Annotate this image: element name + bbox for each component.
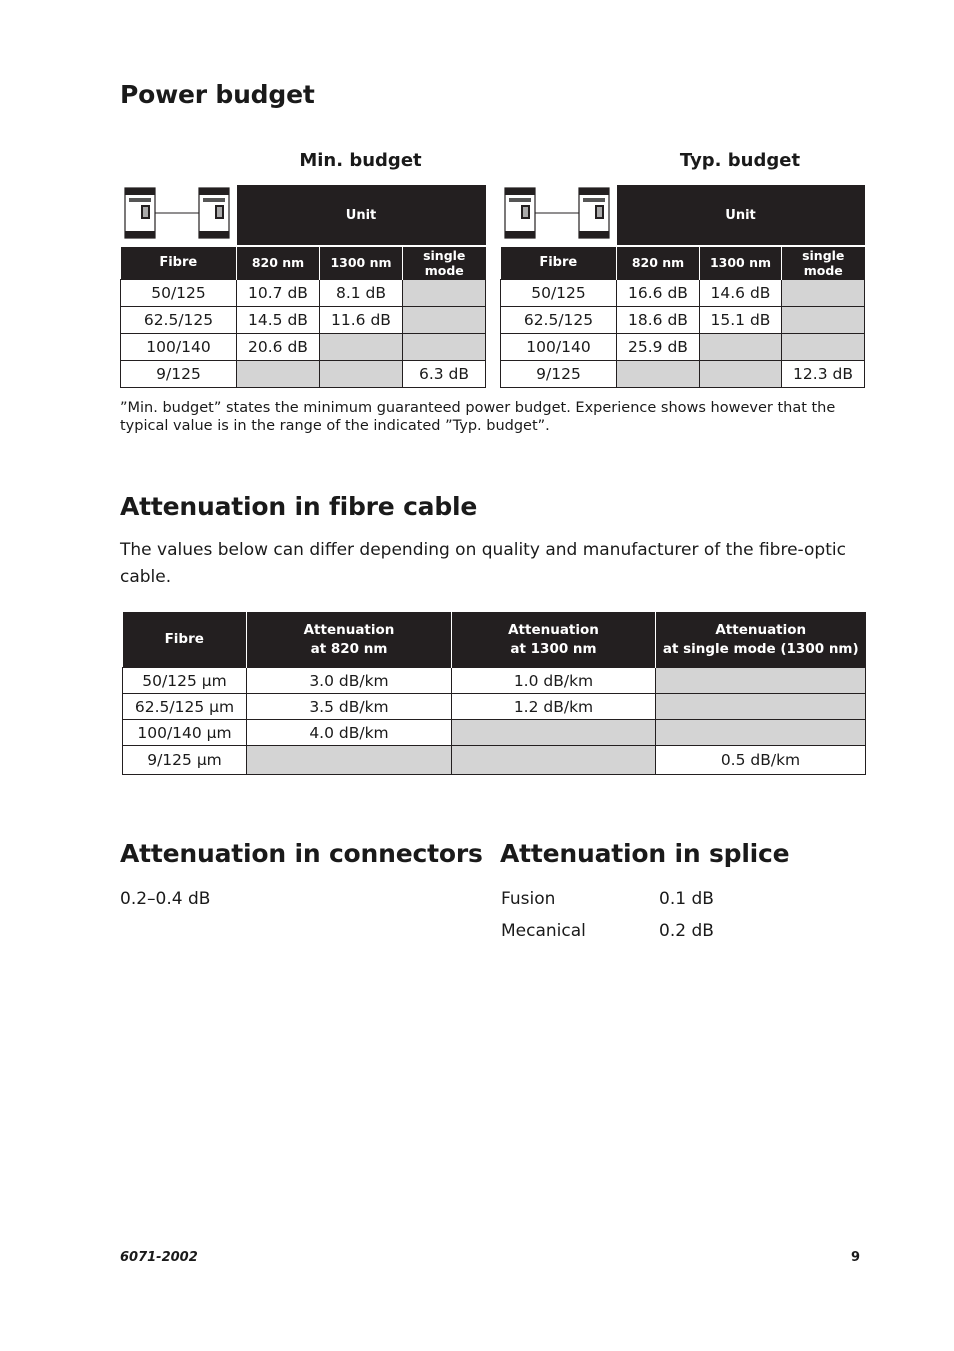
table-cell: 50/125: [121, 279, 237, 306]
table-row: [501, 306, 865, 333]
header-text: Fibre: [164, 631, 204, 647]
table-cell: 3.0 dB/km: [247, 668, 452, 694]
fibre-cable-description: [120, 537, 860, 591]
table-cell: 20.6 dB: [237, 333, 320, 360]
table-cell: 4.0 dB/km: [247, 720, 452, 746]
budget-note-line: ”Min. budget” states the minimum guaranteed power budget. Experience shows however that the: [120, 400, 836, 416]
splice-value-fusion: 0.1 dB: [659, 889, 714, 909]
budget-note: [120, 399, 860, 435]
table-cell: 0.5 dB/km: [656, 746, 866, 775]
table-cell: 6.3 dB: [403, 360, 486, 387]
budget-note-line: typical value is in the range of the indicated ”Typ. budget”.: [120, 418, 550, 434]
unit-header: Unit: [237, 185, 486, 245]
fibre-cable-title: Attenuation in fibre cable: [120, 492, 478, 521]
col-header-fibre: Fibre: [501, 247, 617, 279]
typ-budget-table: [500, 185, 865, 388]
table-cell: 62.5/125: [501, 306, 617, 333]
col-header-1300nm: [452, 612, 656, 668]
table-cell: 9/125: [121, 360, 237, 387]
table-row: [123, 694, 866, 720]
table-row: [121, 279, 486, 306]
table-cell: 50/125 µm: [123, 668, 247, 694]
empty-cell: [403, 279, 486, 306]
description-line: cable.: [120, 567, 172, 587]
table-cell: 3.5 dB/km: [247, 694, 452, 720]
table-row: [121, 306, 486, 333]
empty-cell: [452, 720, 656, 746]
splice-value-mechanical: 0.2 dB: [659, 921, 714, 941]
empty-cell: [656, 668, 866, 694]
device-pair-image: [121, 185, 237, 245]
empty-cell: [700, 333, 782, 360]
col-header-820nm: 820 nm: [237, 247, 320, 279]
empty-cell: [656, 694, 866, 720]
unit-header: Unit: [617, 185, 865, 245]
empty-cell: [247, 746, 452, 775]
fibre-attenuation-table: [122, 612, 866, 775]
min-budget-table: [120, 185, 486, 388]
table-row: [123, 668, 866, 694]
device-pair-image: [501, 185, 617, 245]
table-cell: 100/140: [121, 333, 237, 360]
table-cell: 62.5/125: [121, 306, 237, 333]
table-cell: 15.1 dB: [700, 306, 782, 333]
empty-cell: [403, 306, 486, 333]
table-row: [121, 360, 486, 387]
device-pair-icon: [503, 185, 615, 241]
col-header-single-mode: single mode: [782, 247, 865, 279]
empty-cell: [782, 333, 865, 360]
table-cell: 14.5 dB: [237, 306, 320, 333]
table-cell: 11.6 dB: [320, 306, 403, 333]
header-subtext: at single mode (1300 nm): [662, 640, 859, 657]
col-header-820nm: 820 nm: [617, 247, 700, 279]
table-cell: 9/125 µm: [123, 746, 247, 775]
empty-cell: [700, 360, 782, 387]
table-row: [501, 279, 865, 306]
connectors-title: Attenuation in connectors: [120, 839, 483, 868]
min-budget-title: Min. budget: [299, 150, 422, 171]
splice-title: Attenuation in splice: [500, 839, 790, 868]
col-header-fibre: [123, 612, 247, 668]
table-cell: 10.7 dB: [237, 279, 320, 306]
col-header-single-mode: single mode: [403, 247, 486, 279]
empty-cell: [656, 720, 866, 746]
splice-label-mechanical: Mecanical: [501, 921, 586, 941]
table-row: [121, 333, 486, 360]
table-cell: 14.6 dB: [700, 279, 782, 306]
table-row: [501, 360, 865, 387]
table-cell: 62.5/125 µm: [123, 694, 247, 720]
table-cell: 9/125: [501, 360, 617, 387]
table-cell: 25.9 dB: [617, 333, 700, 360]
device-pair-icon: [123, 185, 235, 241]
empty-cell: [403, 333, 486, 360]
splice-label-fusion: Fusion: [501, 889, 556, 909]
header-text: Attenuation: [715, 621, 807, 638]
table-cell: 100/140: [501, 333, 617, 360]
header-text: Attenuation: [303, 621, 395, 638]
table-row: [123, 720, 866, 746]
doc-number: 6071-2002: [120, 1250, 198, 1265]
table-cell: 12.3 dB: [782, 360, 865, 387]
power-budget-title: Power budget: [120, 80, 315, 109]
table-cell: 1.2 dB/km: [452, 694, 656, 720]
empty-cell: [617, 360, 700, 387]
table-cell: 100/140 µm: [123, 720, 247, 746]
empty-cell: [320, 333, 403, 360]
col-header-fibre: Fibre: [121, 247, 237, 279]
table-cell: 18.6 dB: [617, 306, 700, 333]
table-cell: 1.0 dB/km: [452, 668, 656, 694]
typ-budget-title: Typ. budget: [679, 150, 801, 171]
header-subtext: at 820 nm: [310, 640, 388, 657]
col-header-1300nm: 1300 nm: [700, 247, 782, 279]
header-text: Attenuation: [508, 621, 599, 638]
table-row: [501, 333, 865, 360]
table-cell: 16.6 dB: [617, 279, 700, 306]
connectors-value: 0.2–0.4 dB: [120, 889, 211, 909]
table-row: [123, 746, 866, 775]
empty-cell: [782, 279, 865, 306]
empty-cell: [782, 306, 865, 333]
table-cell: 50/125: [501, 279, 617, 306]
empty-cell: [452, 746, 656, 775]
table-cell: 8.1 dB: [320, 279, 403, 306]
empty-cell: [320, 360, 403, 387]
page-number: 9: [850, 1250, 860, 1265]
col-header-820nm: [247, 612, 452, 668]
col-header-single-mode: [656, 612, 866, 668]
col-header-1300nm: 1300 nm: [320, 247, 403, 279]
description-line: The values below can differ depending on quality and manufacturer of the fibre-optic: [120, 540, 846, 560]
header-subtext: at 1300 nm: [510, 640, 597, 657]
empty-cell: [237, 360, 320, 387]
